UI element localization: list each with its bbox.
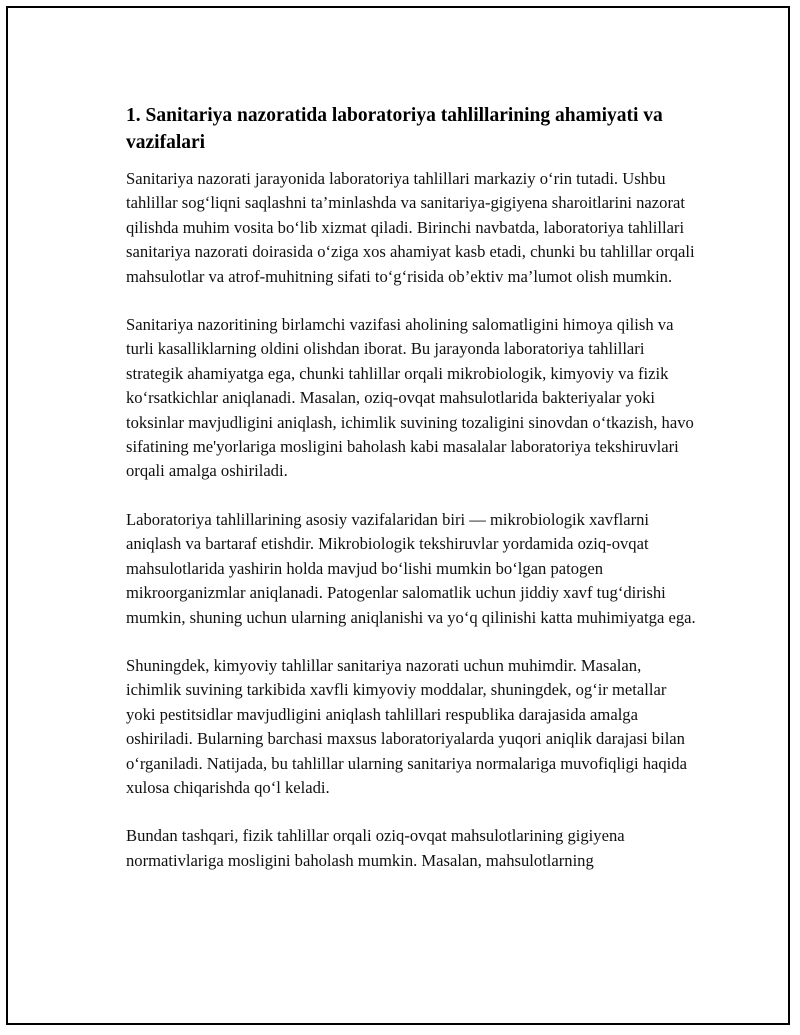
document-body [126, 102, 696, 897]
section-heading: 1. Sanitariya nazoratida laboratoriya tahlillarining ahamiyati va vazifalari [126, 105, 663, 153]
paragraph-5: Bundan tashqari, fizik tahlillar orqali oziq-ovqat mahsulotlarining gigiyena normativlariga mosligini baholash mumkin. Masalan, mahsulotlarning [126, 826, 625, 870]
paragraph-4: Shuningdek, kimyoviy tahlillar sanitariya nazorati uchun muhimdir. Masalan, ichimlik suvining tarkibida xavfli kimyoviy moddalar, shuningdek, og‘ir metallar yoki pestitsidlar mavjudligini aniqlash tahlillari respublika darajasida amalga oshiriladi. Bularning barchasi maxsus laboratoriyalarda yuqori aniqlik darajasi bilan o‘rganiladi. Natijada, bu tahlillar ularning sanitariya normalariga muvofiqligi haqida xulosa chiqarishda qo‘l keladi. [126, 655, 687, 797]
page-frame [6, 6, 790, 1025]
paragraph-2: Sanitariya nazoritining birlamchi vazifasi aholining salomatligini himoya qilish va turli kasalliklarning oldini olishdan iborat. Bu jarayonda laboratoriya tahlillari strategik ahamiyatga ega, chunki tahlillar orqali mikrobiologik, kimyoviy va fizik ko‘rsatkichlar aniqlanadi. Masalan, oziq-ovqat mahsulotlarida bakteriyalar yoki toksinlar mavjudligini aniqlash, ichimlik suvining tozaligini sinovdan o‘tkazish, havo sifatining me'yorlariga mosligini baholash kabi masalalar laboratoriya tekshiruvlari orqali amalga oshiriladi. [126, 315, 694, 481]
paragraph-3: Laboratoriya tahlillarining asosiy vazifalaridan biri — mikrobiologik xavflarni aniqlash va bartaraf etishdir. Mikrobiologik tekshiruvlar yordamida oziq-ovqat mahsulotlarida yashirin holda mavjud bo‘lishi mumkin bo‘lgan patogen mikroorganizmlar aniqlanadi. Patogenlar salomatlik uchun jiddiy xavf tug‘dirishi mumkin, shuning uchun ularning aniqlanishi va yo‘q qilinishi katta muhimiyatga ega. [126, 509, 696, 627]
paragraph-1: Sanitariya nazorati jarayonida laboratoriya tahlillari markaziy o‘rin tutadi. Ushbu tahlillar sog‘liqni saqlashni ta’minlashda va sanitariya-gigiyena sharoitlarini nazorat qilishda muhim vosita bo‘lib xizmat qiladi. Birinchi navbatda, laboratoriya tahlillari sanitariya nazorati doirasida o‘ziga xos ahamiyat kasb etadi, chunki bu tahlillar orqali mahsulotlar va atrof-muhitning sifati to‘g‘risida ob’ektiv ma’lumot olish mumkin. [126, 169, 695, 286]
